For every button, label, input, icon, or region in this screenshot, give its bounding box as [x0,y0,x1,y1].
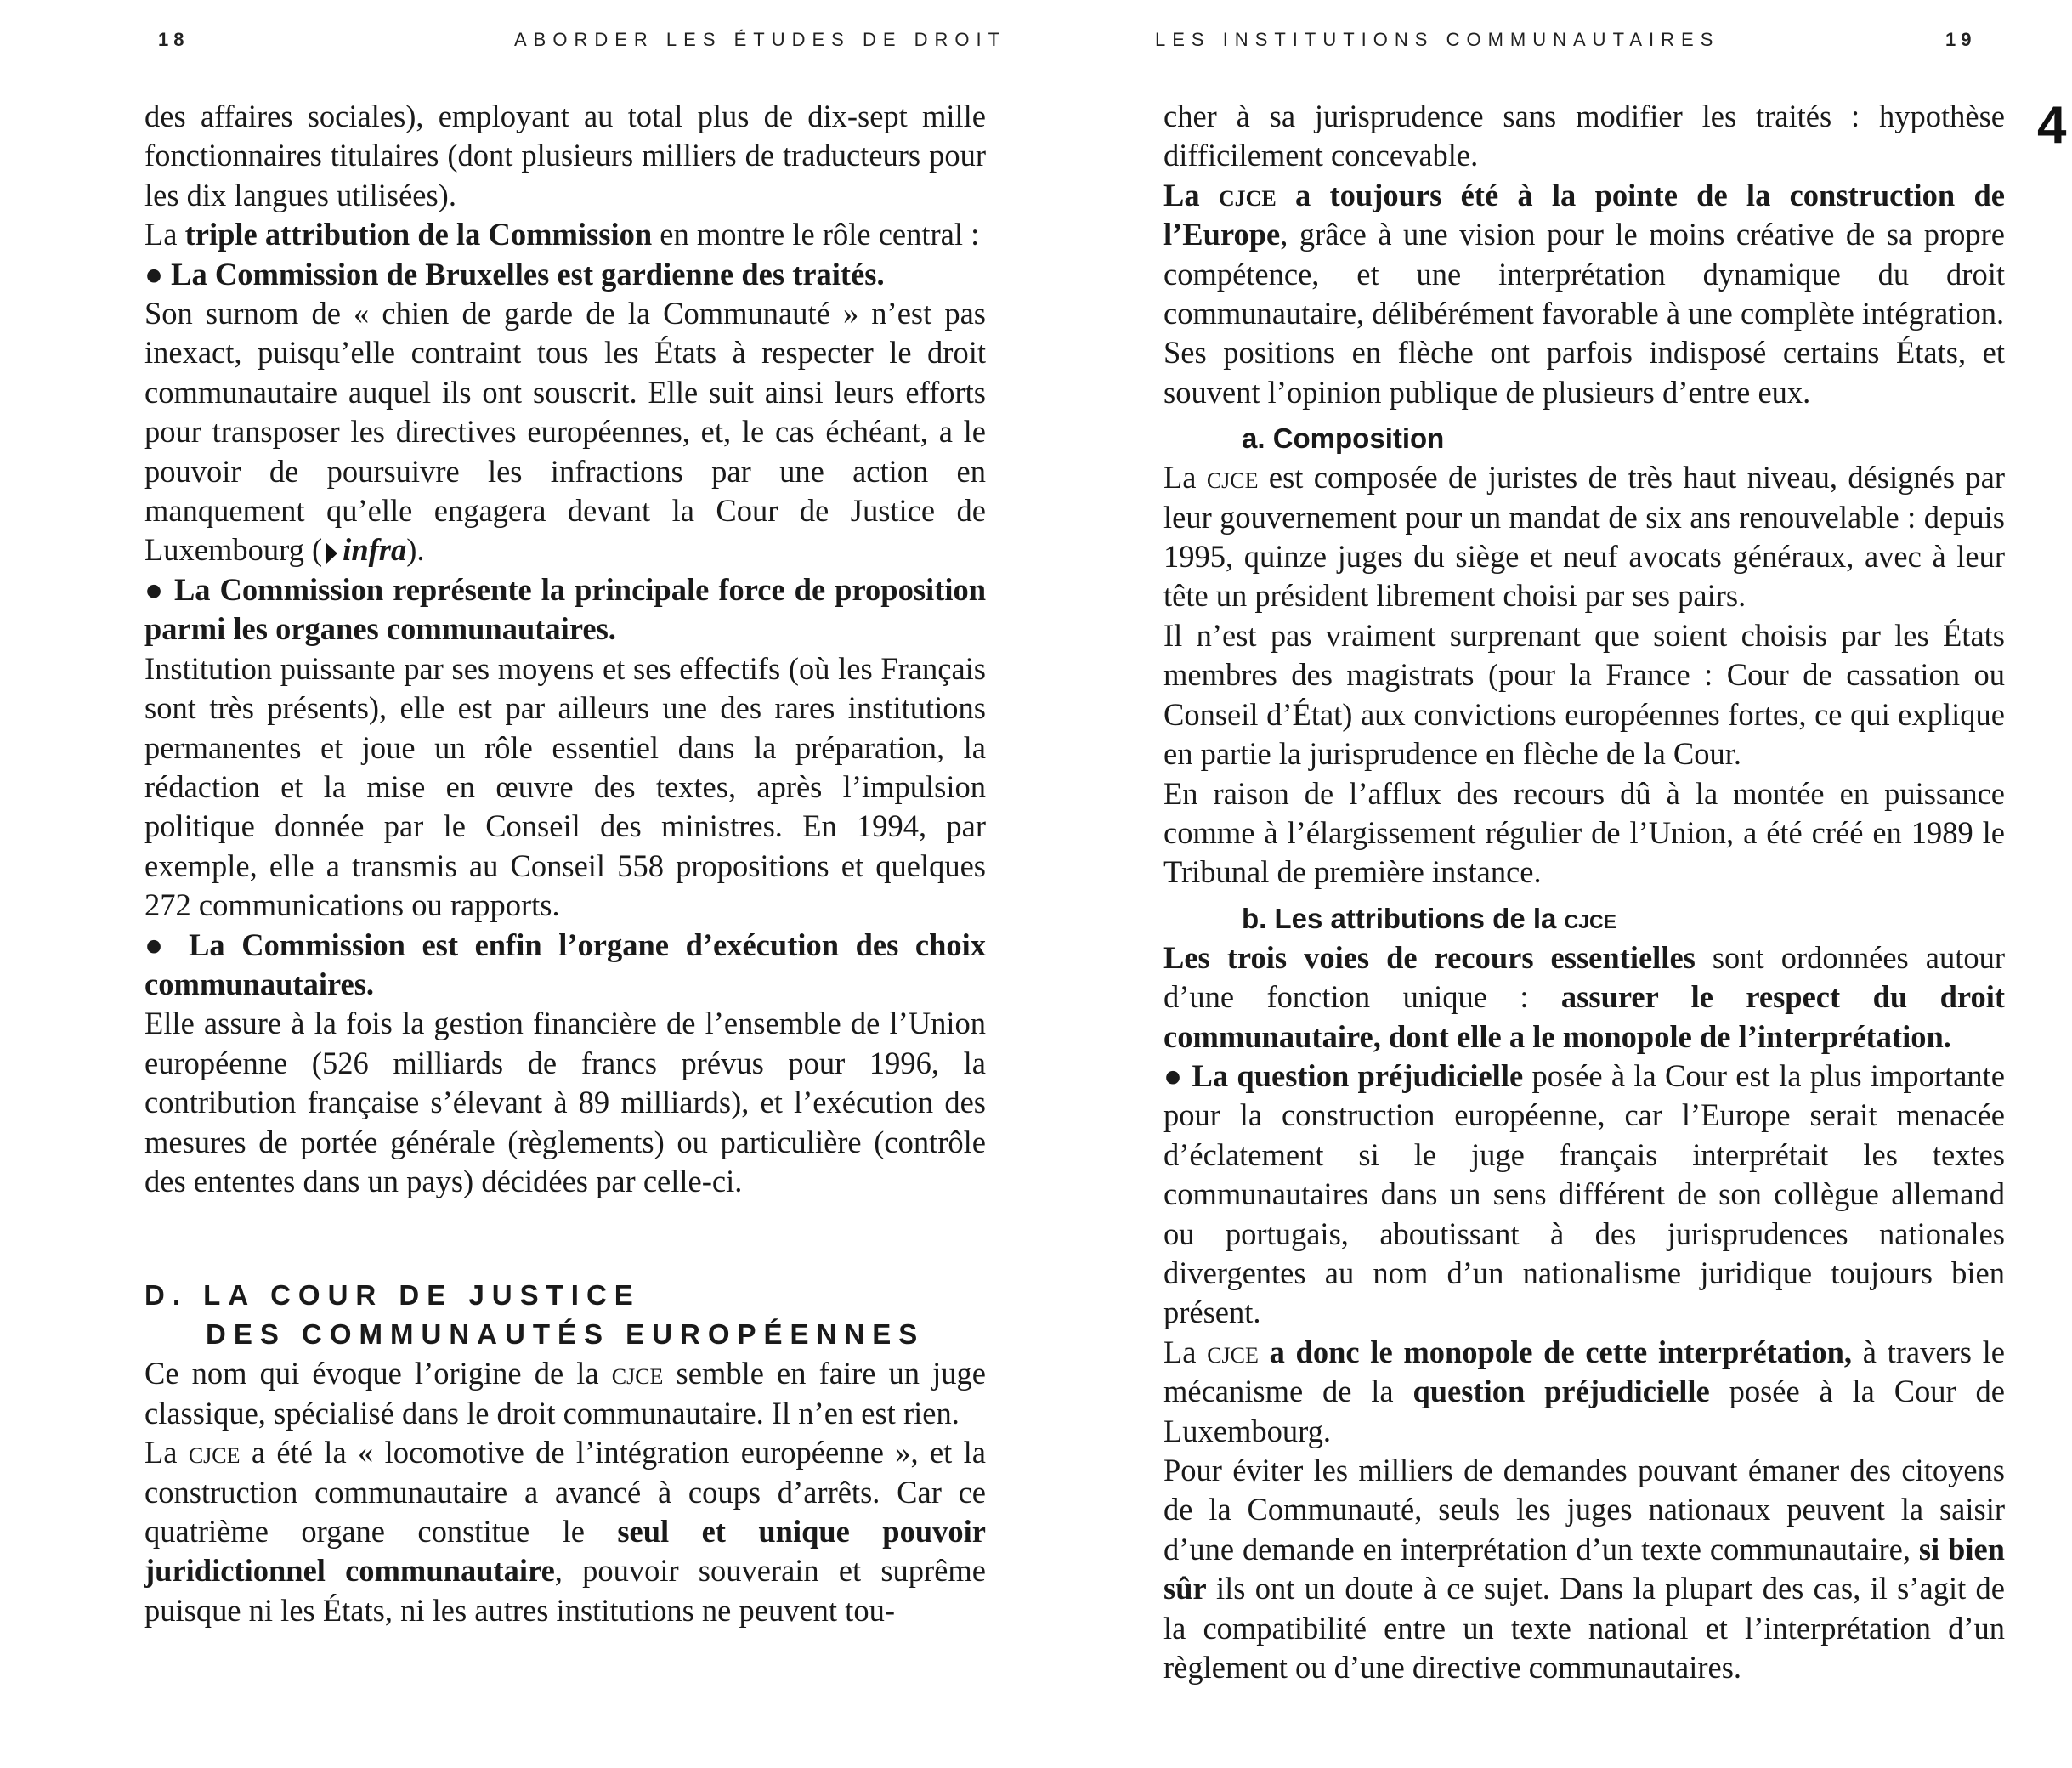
paragraph: Ses positions en flèche ont parfois indisposé certains États, et souvent l’opinion publique de plusieurs d’entre eux. [1163,335,2005,410]
section-title: D. LA COUR DE JUSTICE DES COMMUNAUTÉS EUROPÉENNES [144,1279,926,1351]
paragraph: Elle assure à la fois la gestion financière de l’ensemble de l’Union européenne (526 milliards de francs prévus pour 1996, la contribution française s’élevant à 89 milliards), et l’exécution des mesures de portée générale (règlements) ou particulière (contrôle des ententes dans un pays) décidées par celle-ci. [144,1006,986,1198]
bullet-paragraph: ● La question préjudicielle posée à la Cour est la plus importante pour la construction européenne, car l’Europe serait menacée d’éclatement si le juge français interprétait les textes communautaires dans un sens différent de son collègue allemand ou portugais, aboutissant à des jurisprudences nationales divergentes au nom d’un nationalisme juridique toujours bien présent. [1163,1057,2006,1330]
left-body [144,97,986,1630]
paragraph: La cjce est composée de juristes de très haut niveau, désignés par leur gouvernement pour un mandat de six ans renouvelable : depuis 1995, quinze juges du siège et neuf avocats généraux, avec à leur tête un président librement choisi par ses pairs. [1163,460,2006,614]
paragraph: Il n’est pas vraiment surprenant que soient choisis par les États membres des magistrats (pour la France : Cour de cassation ou Conseil d’État) aux convictions européennes fortes, ce qui explique en partie la jurisprudence en flèche de la Cour. [1163,617,2005,772]
cross-reference: infra [343,532,407,568]
running-head: LES INSTITUTIONS COMMUNAUTAIRES [1155,29,1720,50]
right-triangle-icon [326,542,337,564]
paragraph: La cjce a toujours été à la pointe de la construction de l’Europe, grâce à une vision pour le moins créative de sa propre compétence, et une interprétation dynamique du droit communautaire, délibérément favorable à une complète intégration. [1163,177,2005,332]
subsection-title: a. Composition [1242,422,1445,455]
paragraph: Son surnom de « chien de garde de la Communauté » n’est pas inexact, puisqu’elle contraint tous les États à respecter le droit communautaire auquel ils ont souscrit. Elle suit ainsi leurs efforts pour transposer les directives européennes, et, le cas échéant, a le pouvoir de poursuivre les infractions par une action en manquement qu’elle engagera devant la Cour de Justice de Luxembourg ( infra). [144,296,986,568]
paragraph: Ce nom qui évoque l’origine de la cjce semble en faire un juge classique, spécialisé dans le droit communautaire. Il n’en est rien. [144,1356,987,1431]
bullet-heading: ● La Commission de Bruxelles est gardienne des traités. [144,256,885,292]
bullet-dot-icon: ● [1163,1057,1184,1093]
paragraph: cher à sa jurisprudence sans modifier les traités : hypothèse difficilement concevable. [1163,99,2005,173]
paragraph: En raison de l’afflux des recours dû à la montée en puissance comme à l’élargissement régulier de l’Union, a été créé en 1989 le Tribunal de première instance. [1163,775,2005,890]
bullet-dot-icon: ● [144,571,165,607]
spacer [144,1201,986,1276]
running-head: ABORDER LES ÉTUDES DE DROIT [514,29,1007,50]
page-number: 18 [158,29,190,50]
paragraph: Pour éviter les milliers de demandes pouvant émaner des citoyens de la Communauté, seuls les juges nationaux peuvent la saisir d’une demande en interprétation d’un texte communautaire, si bien sûr ils ont un doute à ce sujet. Dans la plupart des cas, il s’agit de la compatibilité entre un texte national et l’interprétation d’un règlement ou d’une directive communautaires. [1163,1453,2005,1686]
bullet-dot-icon: ● [144,256,164,292]
paragraph: Les trois voies de recours essentielles sont ordonnées autour d’une fonction unique : assurer le respect du droit communautaire, dont elle a le monopole de l’interprétation. [1163,939,2005,1054]
page-number: 19 [1945,29,1977,50]
bullet-heading: ● La Commission est enfin l’organe d’exécution des choix communautaires. [144,926,987,1001]
subsection-title: b. Les attributions de la cjce [1242,902,1616,934]
bullet-heading: ● La Commission représente la principale force de proposition parmi les organes communautaires. [144,571,987,647]
right-body [1163,97,2005,1687]
paragraph: des affaires sociales), employant au total plus de dix-sept mille fonctionnaires titulaires (dont plusieurs milliers de traducteurs pour les dix langues utilisées). [144,99,986,212]
chapter-tab: 4 [2037,96,2067,155]
spacer [1163,412,2005,419]
paragraph: La triple attribution de la Commission en montre le rôle central : [144,217,980,252]
paragraph: La cjce a été la « locomotive de l’intégration européenne », et la construction communautaire a avancé à coups d’arrêts. Car ce quatrième organe constitue le seul et unique pouvoir juridictionnel communautaire, pouvoir souverain et suprême puisque ni les États, ni les autres institutions ne peuvent tou- [144,1435,986,1628]
paragraph: La cjce a donc le monopole de cette interprétation, à travers le mécanisme de la question préjudicielle posée à la Cour de Luxembourg. [1163,1334,2005,1448]
spacer [1163,892,2005,899]
bullet-dot-icon: ● [144,926,173,962]
paragraph: Institution puissante par ses moyens et ses effectifs (où les Français sont très présents), elle est par ailleurs une des rares institutions permanentes et joue un rôle essentiel dans la préparation, la rédaction et la mise en œuvre des textes, après l’impulsion politique donnée par le Conseil des ministres. En 1994, par exemple, elle a transmis au Conseil 558 propositions et quelques 272 communications ou rapports. [144,650,986,923]
